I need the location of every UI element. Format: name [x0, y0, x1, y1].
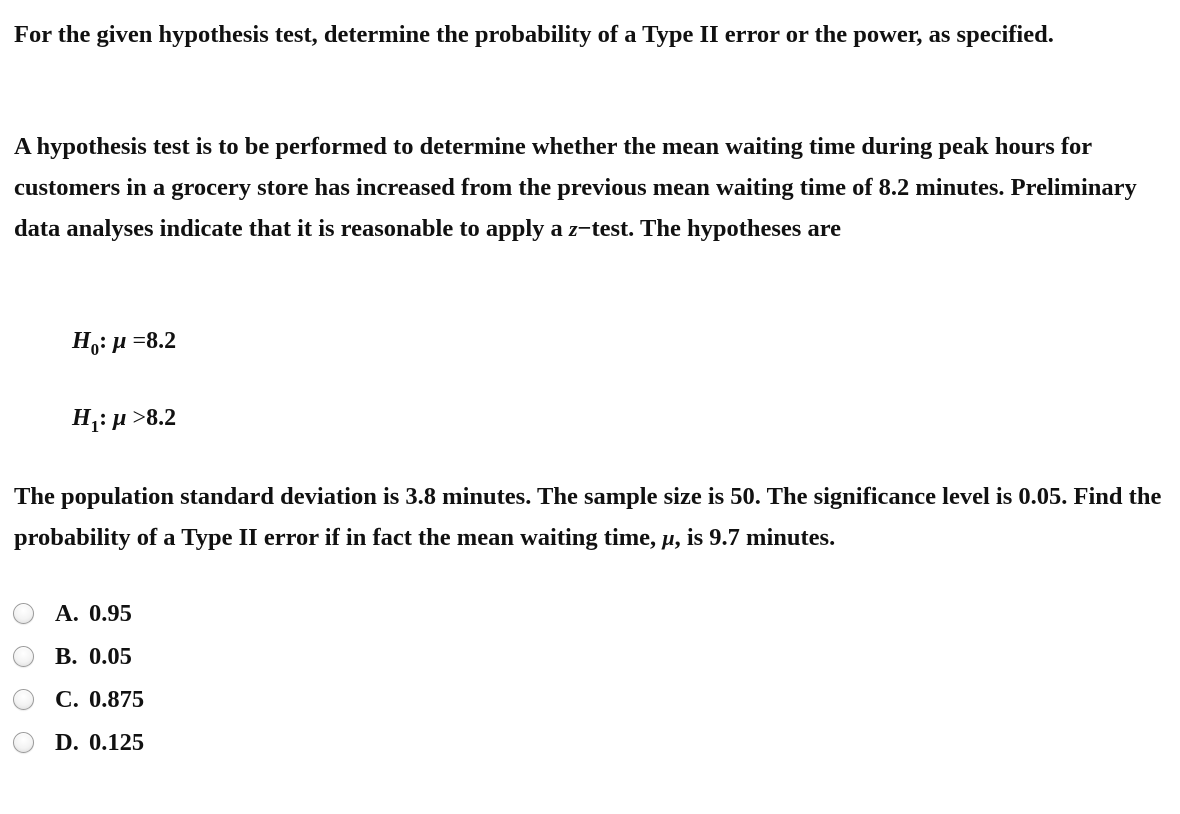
- option-b-letter: B.: [55, 642, 78, 670]
- h0-subscript: 0: [90, 340, 100, 359]
- option-a-radio[interactable]: [13, 603, 34, 624]
- h1-colon: :: [99, 405, 108, 431]
- option-a[interactable]: [13, 592, 144, 635]
- option-d-radio[interactable]: [13, 732, 34, 753]
- option-b-radio[interactable]: [13, 646, 34, 667]
- option-b-value: 0.05: [89, 642, 132, 670]
- h1-mu: μ: [113, 405, 127, 431]
- option-c-letter: C.: [55, 685, 79, 713]
- problem-text-part1: A hypothesis test is to be performed to determine whether the mean waiting time during peak hours for customers in a grocery store has increased from the previous mean waiting time of 8.2 minutes. Preliminary data analyses indicate that it is reasonable to apply a: [14, 133, 1137, 242]
- option-d[interactable]: [13, 721, 144, 764]
- details-text-part1: The population standard deviation is 3.8 minutes. The sample size is 50. The significance level is 0.05. Find the probability of a Type II error if in fact the mean waiting time,: [14, 483, 1162, 551]
- alternative-hypothesis: [72, 403, 176, 435]
- h0-operator: =: [132, 328, 147, 354]
- option-c[interactable]: [13, 678, 144, 721]
- h0-colon: :: [99, 328, 108, 354]
- h0-mu: μ: [113, 328, 127, 354]
- option-c-radio[interactable]: [13, 689, 34, 710]
- h1-subscript: 1: [90, 417, 100, 436]
- z-variable: z: [568, 216, 578, 241]
- problem-text-part2: −test. The hypotheses are: [577, 215, 841, 242]
- problem-statement: [14, 126, 1172, 249]
- option-a-letter: A.: [55, 599, 79, 627]
- mu-variable: μ: [662, 525, 675, 550]
- option-d-letter: D.: [55, 728, 79, 756]
- h1-value: 8.2: [146, 405, 177, 431]
- problem-details: [14, 476, 1172, 558]
- h1-symbol: H: [72, 405, 91, 431]
- h0-symbol: H: [72, 328, 91, 354]
- details-text-part2: , is 9.7 minutes.: [674, 524, 836, 551]
- h0-value: 8.2: [146, 328, 177, 354]
- answer-options: [13, 592, 144, 764]
- question-instructions: For the given hypothesis test, determine the probability of a Type II error or the power, as specified.: [14, 21, 1054, 48]
- option-b[interactable]: [13, 635, 144, 678]
- option-d-value: 0.125: [89, 728, 145, 756]
- h1-operator: >: [132, 405, 147, 431]
- option-a-value: 0.95: [89, 599, 132, 627]
- option-c-value: 0.875: [89, 685, 145, 713]
- null-hypothesis: [72, 326, 176, 358]
